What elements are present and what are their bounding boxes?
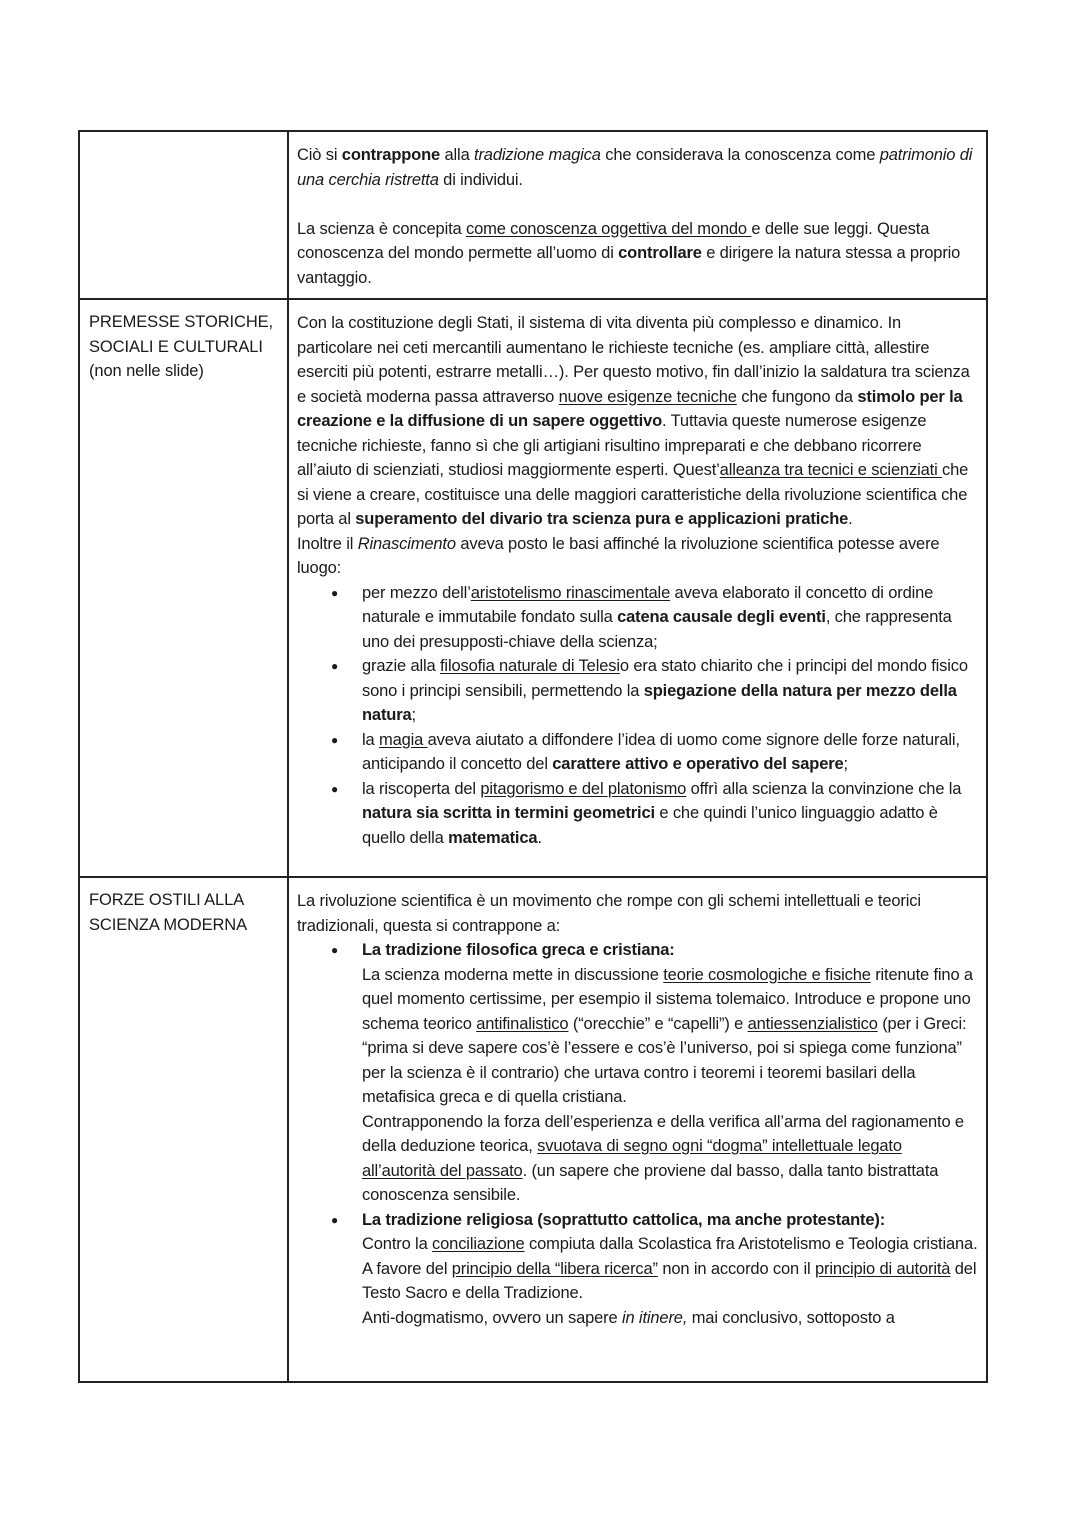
paragraph: Contro la conciliazione compiuta dalla Scolastica fra Aristotelismo e Teologia cristiana. — [362, 1235, 978, 1253]
row-body — [289, 878, 986, 1338]
paragraph: La scienza è concepita come conoscenza oggettiva del mondo e delle sue leggi. Questa conoscenza del mondo permette all’uomo di controllare e dirigere la natura stessa a proprio vantaggio. — [297, 219, 961, 287]
bullet-item: ● grazie alla filosofia naturale di Telesio era stato chiarito che i principi del mondo fisico sono i principi sensibili, permettendo la spiegazione della natura per mezzo della natura; — [331, 654, 978, 728]
document-page — [78, 130, 986, 1383]
row-label: PREMESSE STORICHE, SOCIALI E CULTURALI (non nelle slide) — [89, 313, 274, 380]
paragraph: Con la costituzione degli Stati, il sistema di vita diventa più complesso e dinamico. In particolare nei ceti mercantili aumentano le richieste tecniche (es. ampliare città, allestire eserciti più potenti, estrarre metalli…). Per questo motivo, fin dall’inizio la saldatura tra scienza e società moderna passa attraverso nuove esigenze tecniche che fungono da stimolo per la creazione e la diffusione di un sapere oggettivo. Tuttavia queste numerose esigenze tecniche richieste, fanno sì che gli artigiani risultino impreparati e che debbano ricorrere all’aiuto di scienziati, studiosi maggiormente esperti. Quest’alleanza tra tecnici e scienziati che si viene a creare, costituisce una delle maggiori caratteristiche della rivoluzione scientifica che porta al superamento del divario tra scienza pura e applicazioni pratiche. — [297, 314, 970, 528]
bullet-list — [297, 938, 978, 1330]
bullet-item — [331, 1208, 978, 1331]
paragraph: Contrapponendo la forza dell’esperienza e della verifica all’arma del ragionamento e della deduzione teorica, svuotava di segno ogni “dogma” intellettuale legato all’autorità del passato. (un sapere che proviene dal basso, dalla tanto bistrattata conoscenza sensibile. — [362, 1112, 964, 1204]
paragraph: Ciò si contrappone alla tradizione magica che considerava la conoscenza come patrimonio di una cerchia ristretta di individui. — [297, 146, 973, 189]
bullet-list — [297, 581, 978, 851]
row-body-cell — [288, 299, 987, 877]
table-row — [79, 877, 987, 1382]
bullet-item: ● la riscoperta del pitagorismo e del platonismo offrì alla scienza la convinzione che la natura sia scritta in termini geometrici e che quindi l’unico linguaggio adatto è quello della matematica. — [331, 777, 978, 851]
row-body — [289, 132, 986, 298]
row-label: FORZE OSTILI ALLA SCIENZA MODERNA — [89, 891, 248, 934]
row-body-cell — [288, 877, 987, 1382]
bullet-heading: ● La tradizione religiosa (soprattutto cattolica, ma anche protestante): — [362, 1210, 886, 1229]
row-body — [289, 300, 986, 858]
paragraph: A favore del principio della “libera ricerca” non in accordo con il principio di autorità del Testo Sacro e della Tradizione. — [362, 1259, 977, 1302]
bullet-item: ● per mezzo dell’aristotelismo rinascimentale aveva elaborato il concetto di ordine naturale e immutabile fondato sulla catena causale degli eventi, che rappresenta uno dei presupposti-chiave della scienza; — [331, 581, 978, 655]
paragraph: Anti-dogmatismo, ovvero un sapere in itinere, mai conclusivo, sottoposto a — [362, 1308, 895, 1327]
bullet-item — [331, 938, 978, 1208]
table-row — [79, 299, 987, 877]
row-label-cell — [79, 131, 288, 299]
paragraph: Inoltre il Rinascimento aveva posto le basi affinché la rivoluzione scientifica potesse avere luogo: — [297, 534, 940, 577]
row-body-cell — [288, 131, 987, 299]
paragraph-gap — [297, 192, 978, 217]
bullet-item: ● la magia aveva aiutato a diffondere l’idea di uomo come signore delle forze naturali, anticipando il concetto del carattere attivo e operativo del sapere; — [331, 728, 978, 777]
paragraph: La scienza moderna mette in discussione teorie cosmologiche e fisiche ritenute fino a quel momento certissime, per esempio il sistema tolemaico. Introduce e propone uno schema teorico antifinalistico (“orecchie” e “capelli”) e antiessenzialistico (per i Greci: “prima si deve sapere cos’è l’essere e cos’è l’universo, poi si spiega come funziona” per la scienza è il contrario) che urtava contro i teoremi i teoremi basilari della metafisica greca e di quella cristiana. — [362, 965, 973, 1106]
paragraph: La rivoluzione scientifica è un movimento che rompe con gli schemi intellettuali e teorici tradizionali, questa si contrappone a: — [297, 892, 921, 935]
row-label-cell — [79, 299, 288, 877]
bullet-heading: ● La tradizione filosofica greca e cristiana: — [362, 941, 675, 959]
notes-table — [78, 130, 988, 1383]
table-row — [79, 131, 987, 299]
row-label — [80, 132, 287, 142]
row-label-cell — [79, 877, 288, 1382]
